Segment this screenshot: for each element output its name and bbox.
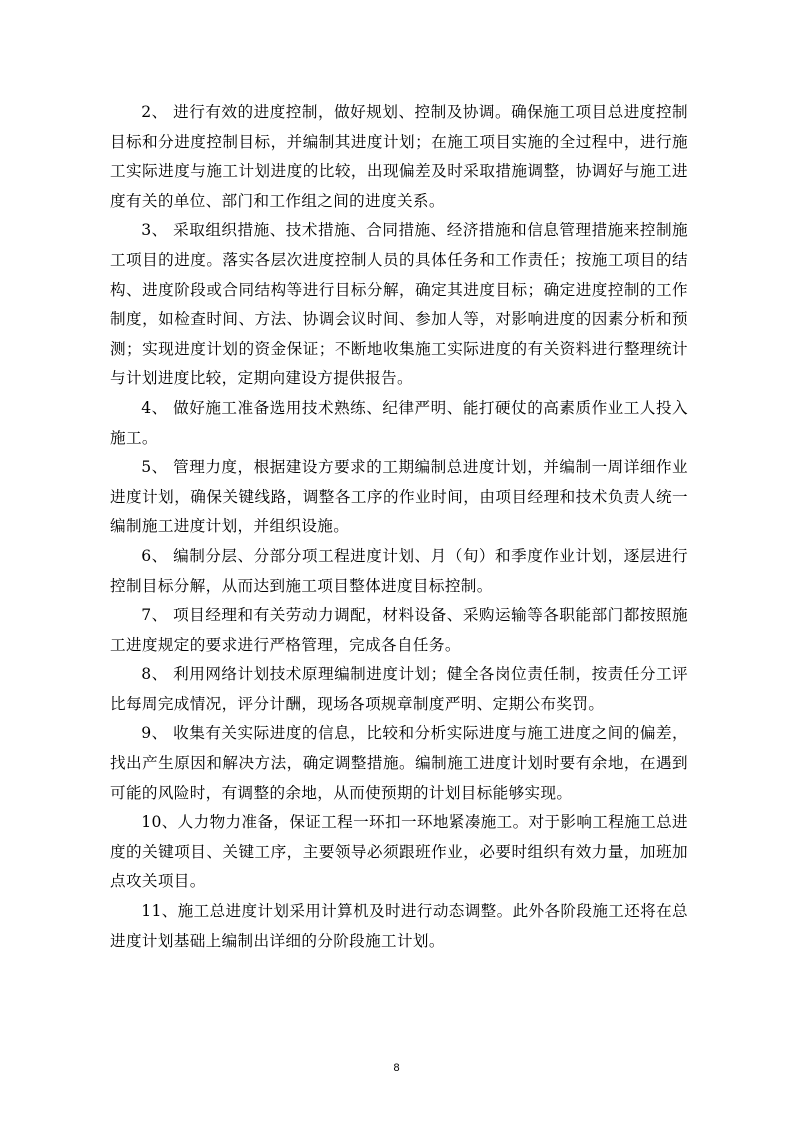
paragraph-item-11: 11、施工总进度计划采用计算机及时进行动态调整。此外各阶段施工还将在总进度计划基础上编制出详细的分阶段施工计划。 (110, 902, 688, 950)
paragraph-item-9: 9、 收集有关实际进度的信息，比较和分析实际进度与施工进度之间的偏差，找出产生原因和解决方法，确定调整措施。编制施工进度计划时要有余地，在遇到可能的风险时，有调整的余地，从而使预期的计划目标能够实现。 (110, 724, 688, 802)
paragraph-item-4: 4、 做好施工准备选用技术熟练、纪律严明、能打硬仗的高素质作业工人投入施工。 (110, 398, 688, 447)
paragraph-item-10: 10、人力物力准备，保证工程一环扣一环地紧凑施工。对于影响工程施工总进度的关键项目、关键工序，主要领导必须跟班作业，必要时组织有效力量，加班加点攻关项目。 (110, 813, 688, 891)
document-body (110, 98, 688, 956)
paragraph-item-6: 6、 编制分层、分部分项工程进度计划、月（旬）和季度作业计划，逐层进行控制目标分解，从而达到施工项目整体进度目标控制。 (110, 546, 688, 595)
paragraph-item-8: 8、 利用网络计划技术原理编制进度计划；健全各岗位责任制，按责任分工评比每周完成情况，评分计酬，现场各项规章制度严明、定期公布奖罚。 (110, 665, 688, 713)
paragraph-item-3: 3、 采取组织措施、技术措施、合同措施、经济措施和信息管理措施来控制施工项目的进度。落实各层次进度控制人员的具体任务和工作责任；按施工项目的结构、进度阶段或合同结构等进行目标分解，确定其进度目标；确定进度控制的工作制度，如检查时间、方法、协调会议时间、参加人等，对影响进度的因素分析和预测；实现进度计划的资金保证；不断地收集施工实际进度的有关资料进行整理统计与计划进度比较，定期向建设方提供报告。 (110, 221, 688, 388)
page-number: 8 (393, 1062, 400, 1074)
paragraph-item-7: 7、 项目经理和有关劳动力调配，材料设备、采购运输等各职能部门都按照施工进度规定的要求进行严格管理，完成各自任务。 (110, 606, 688, 654)
paragraph-item-2: 2、 进行有效的进度控制，做好规划、控制及协调。确保施工项目总进度控制目标和分进度控制目标，并编制其进度计划；在施工项目实施的全过程中，进行施工实际进度与施工计划进度的比较，出现偏差及时采取措施调整，协调好与施工进度有关的单位、部门和工作组之间的进度关系。 (110, 103, 688, 210)
paragraph-item-5: 5、 管理力度，根据建设方要求的工期编制总进度计划，并编制一周详细作业进度计划，确保关键线路，调整各工序的作业时间，由项目经理和技术负责人统一编制施工进度计划，并组织设施。 (110, 458, 688, 536)
